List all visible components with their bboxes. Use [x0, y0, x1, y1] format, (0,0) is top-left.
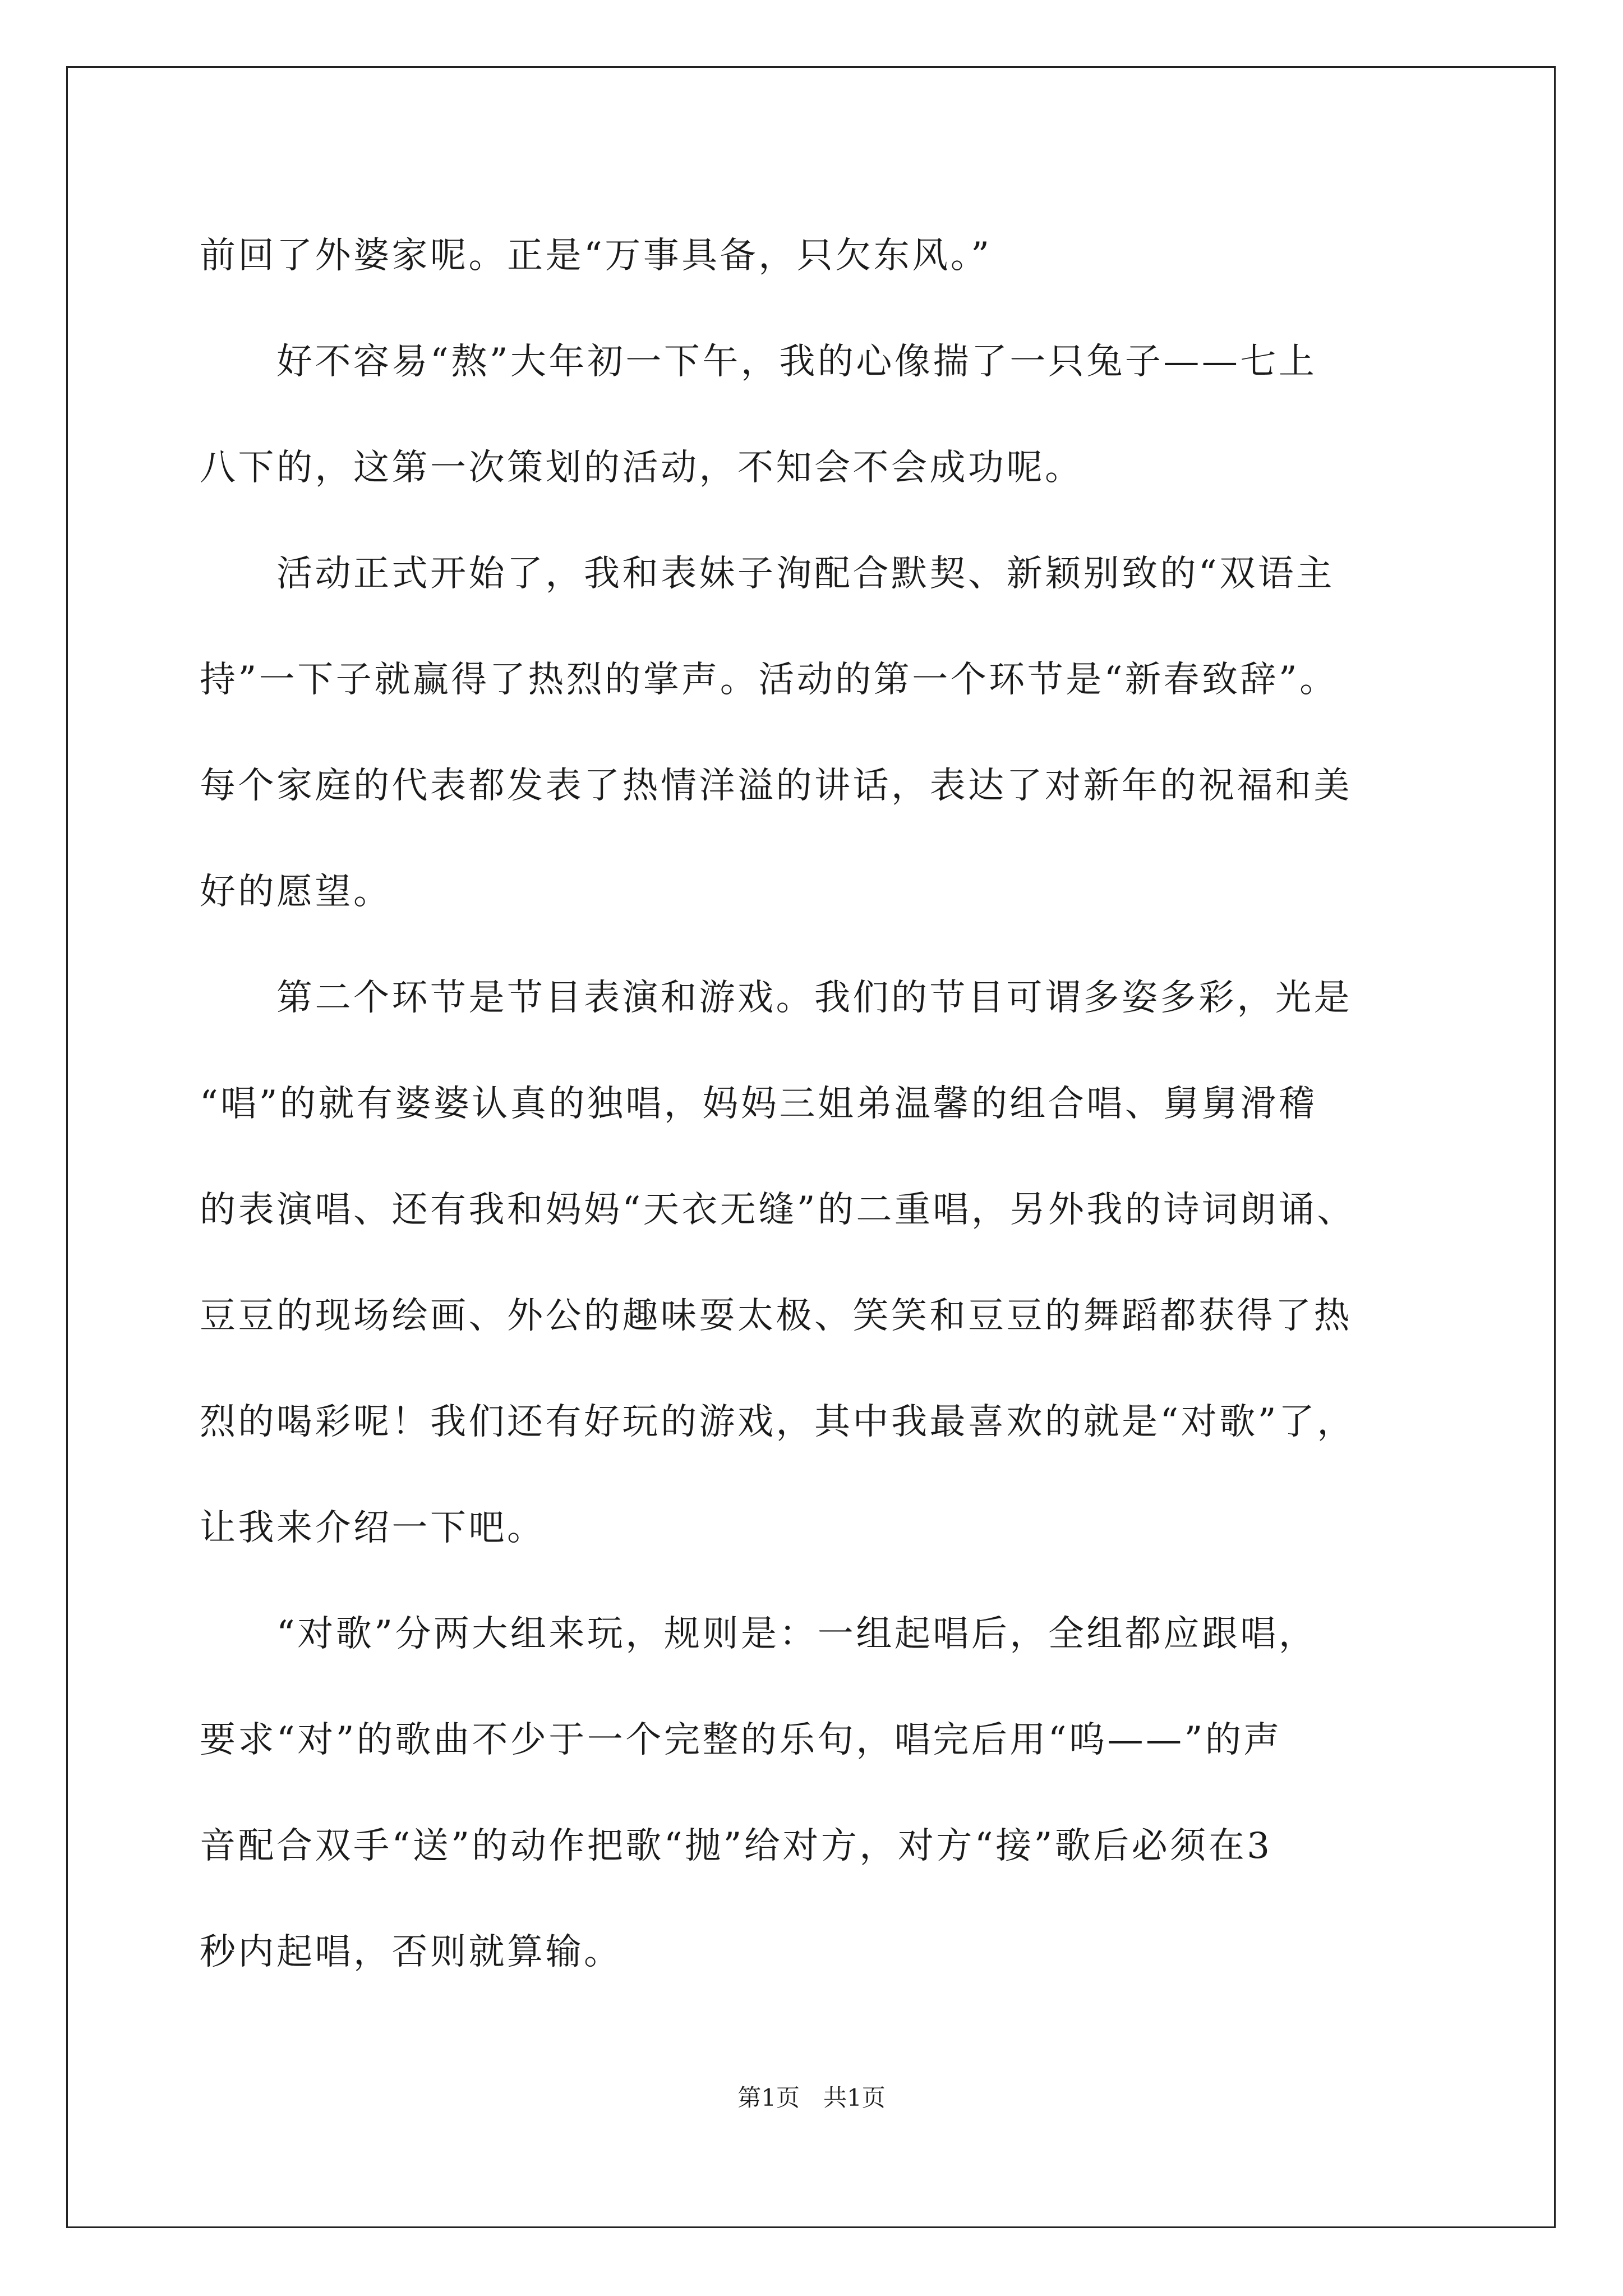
text-line: 烈的喝彩呢！我们还有好玩的游戏，其中我最喜欢的就是“对歌”了，: [200, 1401, 1355, 1443]
text-line: 豆豆的现场绘画、外公的趣味耍太极、笑笑和豆豆的舞蹈都获得了热: [200, 1295, 1352, 1337]
text-line: 秒内起唱，否则就算输。: [200, 1931, 623, 1973]
text-line: “唱”的就有婆婆认真的独唱，妈妈三姐弟温馨的组合唱、舅舅滑稽: [200, 1083, 1317, 1125]
text-line: 八下的，这第一次策划的活动，不知会不会成功呢。: [200, 447, 1083, 489]
text-line: 让我来介绍一下吧。: [200, 1507, 546, 1549]
text-line: 好的愿望。: [200, 871, 392, 913]
page-number-footer: 第1页 共1页: [737, 2084, 886, 2111]
text-line: 前回了外婆家呢。正是“万事具备，只欠东风。”: [200, 235, 992, 277]
text-line: 的表演唱、还有我和妈妈“天衣无缝”的二重唱，另外我的诗词朗诵、: [200, 1189, 1355, 1231]
text-line: 好不容易“熬”大年初一下午，我的心像揣了一只兔子——七上: [200, 341, 1317, 383]
text-line: 每个家庭的代表都发表了热情洋溢的讲话，表达了对新年的祝福和美: [200, 765, 1352, 807]
text-line: 活动正式开始了，我和表妹子洵配合默契、新颖别致的“双语主: [200, 553, 1335, 595]
text-line: “对歌”分两大组来玩，规则是：一组起唱后，全组都应跟唱，: [200, 1613, 1317, 1655]
text-line: 要求“对”的歌曲不少于一个完整的乐句，唱完后用“呜——”的声: [200, 1719, 1282, 1761]
text-line: 第二个环节是节目表演和游戏。我们的节目可谓多姿多彩，光是: [200, 977, 1352, 1019]
text-line: 持”一下子就赢得了热烈的掌声。活动的第一个环节是“新春致辞”。: [200, 659, 1338, 701]
text-line: 音配合双手“送”的动作把歌“抛”给对方，对方“接”歌后必须在3: [200, 1825, 1272, 1867]
page-border: [66, 66, 1556, 2228]
